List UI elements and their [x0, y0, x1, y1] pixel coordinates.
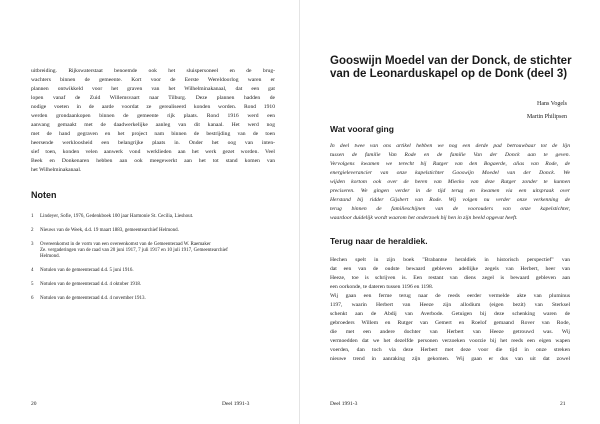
body-line: vermoedden dat we het dezelfde personen verzoeken voorzie bij het reeds een eigen wapen: [330, 338, 570, 344]
note-text: Notulen van de gemeenteraad d.d. 4 november 1913.: [40, 296, 146, 301]
intro-line: tussen de familie Van Rode en de familie Van der Donck aan te geven.: [330, 152, 570, 158]
intro-line: In deel twee van ons artikel hebben we nog een derde pad betrouwbaar tot de lijn: [330, 143, 570, 149]
body-line: sief toen, konden velen aanwerk vond werklieden aan het werk gezet worden. Veel: [31, 149, 275, 155]
intro-line: wijden kortom ook over de heren van Miecko van deze Rutger zonder te kunnen: [330, 179, 570, 185]
note-text: Overeenkomst in de vorm van een overeenkomst van de Gemeenteraad W. Raemaker: [40, 242, 211, 247]
note-number: 6: [31, 296, 34, 301]
running-foot-left: Deel 1991-3: [222, 401, 250, 407]
note-item: [31, 268, 134, 274]
section-heading: Terug naar de heraldiek.: [330, 236, 428, 246]
note-item: [31, 296, 146, 302]
author-name: Martin Philipsen: [526, 114, 567, 120]
note-number: 2: [31, 228, 34, 233]
note-text: Nieuws van de Week, d.d. 19 maart 1883, gemeentearchief Helmond.: [40, 228, 179, 233]
page-number-left: 20: [31, 401, 37, 407]
body-line: Hechen spelt in zijn boek "Brabantse heraldiek in historisch perspectief" van: [330, 257, 570, 263]
body-line: uitbreiding. Rijkswaterstaat benoemde ook het sluispersoneel en de brug-: [31, 68, 275, 74]
intro-line: Vervolgens kwamen we terecht bij Rutger van den Bogaerde, alias van Rode, de: [330, 161, 570, 167]
body-line: Wij gaan een ferme terug naar de reeds eerder vermelde akte van pluminus: [330, 293, 570, 299]
intro-line: preciseren. We gingen verder in de tijd terug en kwamen via een uitspraak over: [330, 188, 570, 194]
page-number-right: 21: [560, 401, 566, 407]
body-line: nodige voeten in de aarde voordat ze gerealiseerd konden worden. Rond 1910: [31, 104, 275, 110]
note-item: [31, 242, 228, 260]
body-line: werden grondaankopen binnen de gemeente rijk plaats. Rond 1916 werd een: [31, 113, 275, 119]
intro-line: Herstand bij ridder Gijsbert van Rode. Wij volgen nu verder onze verkenning de: [330, 197, 570, 203]
body-line: 1197, waarin Herbert van Heeze zijn allodium (eigen bezit) van Sterksel: [330, 302, 570, 308]
note-number: 4: [31, 268, 34, 273]
body-line: het Wilhelminakanaal.: [31, 167, 82, 173]
body-line: Beek en Donkenaren hebben aan ook meegewerkt aan het tot stand komen van: [31, 158, 275, 164]
section-heading: Wat vooraf ging: [330, 124, 394, 134]
note-text: Ze. vergaderingen van de raad van 20 juni 1917, 7 juli 1917 en 10 juli 1917, Gemeentearchief: [40, 248, 228, 253]
body-line: schenkt aan de Abdij van Averbode. Getuigen bij deze schenking waren de: [330, 311, 570, 317]
intro-line: energieleverancier van onze kapelstichter Gooswijn Moedel van der Donck. We: [330, 170, 570, 176]
running-head-right: Deel 1991-3: [330, 401, 358, 407]
note-text: Notulen van de gemeenteraad d.d. 5 juni 1916.: [40, 268, 134, 273]
note-text: Lindeyer, Sofie, 1976, Gedenkboek 100 jaar Harmonie St. Cecilia, Lieshout.: [40, 214, 194, 219]
body-line: dat een van de oudste bewaard gebleven adellijke zegels van Herbert, heer van: [330, 266, 570, 272]
body-line: aanvang gemaakt met de daadwerkelijke aanleg van dit kanaal. Het werd nog: [31, 122, 275, 128]
body-line: een oorkonde, te dateren tussen 1196 en 1198.: [330, 284, 434, 290]
body-line: heersende werkloosheid een belangrijke plaats in. Onder het oog van inten-: [31, 140, 275, 146]
body-line: gebroeders Willem en Rutger van Gemert en Roelof gemaand Rover van Rode,: [330, 320, 570, 326]
note-item: [31, 214, 193, 220]
body-line: met de hand gegraven en het project nam binnen de bestrijding van de toen: [31, 131, 275, 137]
intro-line: terug binnen de familieschijnen van de voorouders van onze kapelstichter,: [330, 206, 570, 212]
body-line: lopen vanaf de Zuid Willemsvaart naar Tilburg. Deze plannen hadden de: [31, 95, 275, 101]
body-line: die met een andere dochter van Herbert van Heeze getrouwd was. Wij: [330, 329, 570, 335]
note-number: 1: [31, 214, 34, 219]
note-item: [31, 228, 179, 234]
note-item: [31, 282, 141, 288]
body-line: plannen ontwikkeld voor het graven van het Wilhelminakanaal, dat een gat: [31, 86, 275, 92]
note-number: 5: [31, 282, 34, 287]
notes-heading: Noten: [31, 190, 57, 200]
note-text: Helmond.: [40, 254, 60, 259]
note-number: 3: [31, 242, 34, 247]
author-name: Hans Vogels: [537, 101, 567, 107]
note-text: Notulen van de gemeenteraad d.d. 4 oktober 1918.: [40, 282, 142, 287]
body-line: Heeze, toe is schrijven is. Een restant van diens zegel is bewaard gebleven aan: [330, 275, 570, 281]
body-line: voerden, dan toch via deze Herbert met deze voor die tijd in onze streken: [330, 347, 570, 353]
intro-line: waardoor duidelijk wordt waarom het onderzoek bij hen in zijn beeld opgevat heeft.: [330, 215, 518, 221]
article-title: Gooswijn Moedel van der Donck, de stichter van de Leonarduskapel op de Donk (deel 3): [330, 55, 572, 80]
body-line: nieuwe trend in aanraking zijn gekomen. Wij gaan er dus van uit dat zowel: [330, 356, 570, 362]
body-line: wachters binnen de gemeente. Kort voor de Eerste Wereldoorlog waren er: [31, 77, 275, 83]
